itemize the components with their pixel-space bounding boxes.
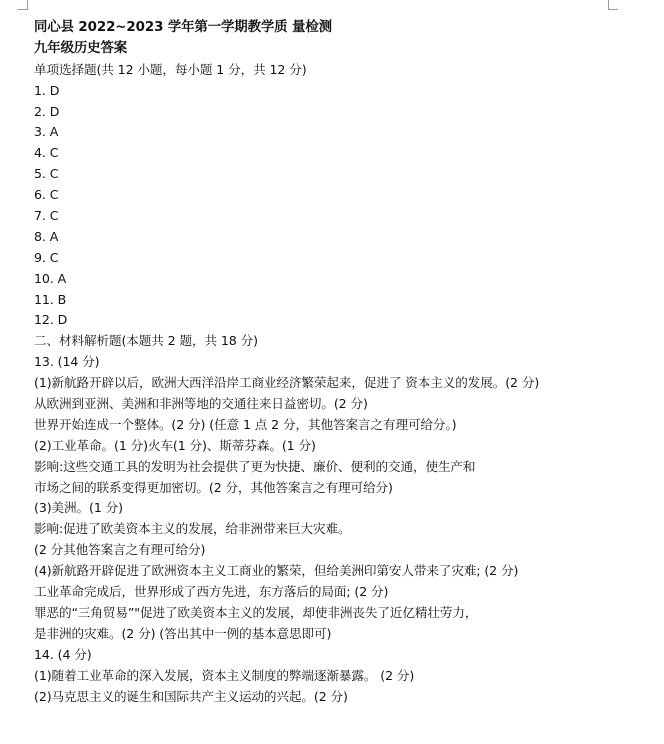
answer-text-line: 影响:促进了欧美资本主义的发展，给非洲带来巨大灾难。 <box>34 521 351 537</box>
answer-text-line: 是非洲的灾难。(2 分) (答出其中一例的基本意思即可) <box>34 625 332 641</box>
answer-line: 1. D <box>34 82 60 98</box>
answer-text-line: 影响:这些交通工具的发明为社会提供了更为快捷、廉价、便利的交通，使生产和 <box>34 458 476 474</box>
answer-text-line: 世界开始连成一个整体。(2 分) (任意 1 点 2 分，其他答案言之有理可给分。) <box>34 416 457 432</box>
section1-heading: 单项选择题(共 12 小题，每小题 1 分，共 12 分) <box>34 61 307 77</box>
answer-text-line: (1)新航路开辟以后，欧洲大西洋沿岸工商业经济繁荣起来，促进了 资本主义的发展。(2 分) <box>34 375 540 391</box>
crop-mark-top-left-horizontal <box>18 9 28 10</box>
answer-text-line: (1)随着工业革命的深入发展，资本主义制度的弊端逐渐暴露。 (2 分) <box>34 667 415 683</box>
question-13-heading: 13. (14 分) <box>34 354 100 370</box>
answer-text-line: (2)马克思主义的诞生和国际共产主义运动的兴起。(2 分) <box>34 688 348 704</box>
answer-line: 4. C <box>34 145 59 161</box>
question-14-heading: 14. (4 分) <box>34 646 92 662</box>
answer-text-line: 罪恶的“三角贸易”"促进了欧美资本主义的发展，却使非洲丧失了近亿精壮劳力， <box>34 604 478 620</box>
answer-text-line: 市场之间的联系变得更加密切。(2 分，其他答案言之有理可给分) <box>34 479 393 495</box>
answer-text-line: (4)新航路开辟促进了欧洲资本主义工商业的繁荣，但给美洲印第安人带来了灾难; (2 分) <box>34 563 519 579</box>
answer-line: 7. C <box>34 208 59 224</box>
answer-line: 12. D <box>34 312 68 328</box>
answer-text-line: (2)工业革命。(1 分)火车(1 分)、斯蒂芬森。(1 分) <box>34 437 316 453</box>
document-page <box>34 18 644 707</box>
document-title: 同心县 2022~2023 学年第一学期教学质 量检测 <box>34 20 332 35</box>
answer-text-line: (3)美洲。(1 分) <box>34 500 123 516</box>
answer-line: 3. A <box>34 124 59 140</box>
document-subtitle: 九年级历史答案 <box>34 40 128 56</box>
answer-line: 9. C <box>34 249 59 265</box>
answer-text-line: (2 分其他答案言之有理可给分) <box>34 542 206 558</box>
answer-line: 8. A <box>34 228 59 244</box>
answer-line: 10. A <box>34 270 67 286</box>
answer-text-line: 工业革命完成后，世界形成了西方先进，东方落后的局面; (2 分) <box>34 584 389 600</box>
section2-heading: 二、材料解析题(本题共 2 题，共 18 分) <box>34 333 258 349</box>
answer-line: 6. C <box>34 187 59 203</box>
answer-line: 11. B <box>34 291 67 307</box>
crop-mark-top-right-horizontal <box>608 9 618 10</box>
answer-text-line: 从欧洲到亚洲、美洲和非洲等地的交通往来日益密切。(2 分) <box>34 396 368 412</box>
answer-line: 2. D <box>34 103 60 119</box>
answer-line: 5. C <box>34 166 59 182</box>
